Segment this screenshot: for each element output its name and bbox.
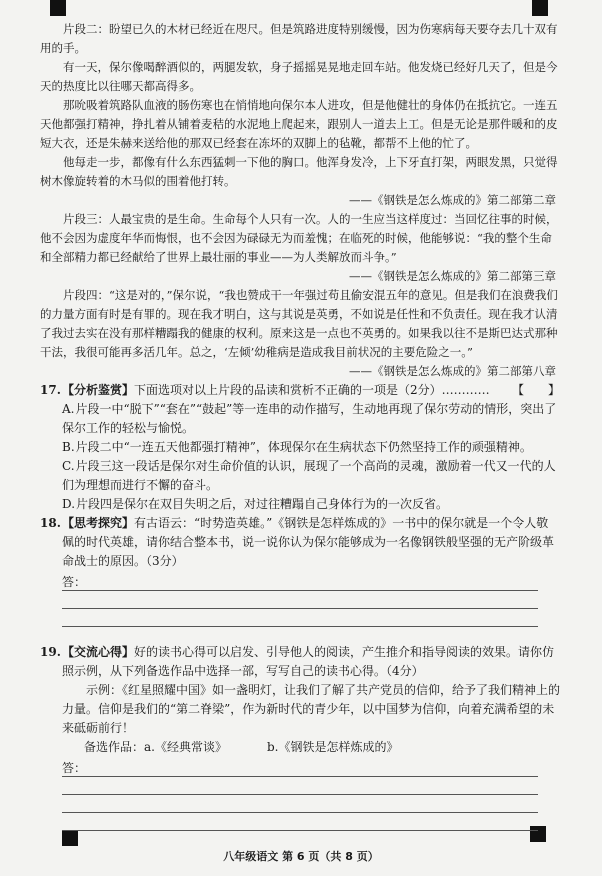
- answer-line-19-3[interactable]: [62, 795, 538, 813]
- excerpt-2-para-1: 片段二：盼望已久的木材已经近在咫尺。但是筑路进度特别缓慢，因为伤寒病每天要夺去几十双有用的手。: [40, 22, 558, 55]
- option-label: B.: [62, 440, 75, 454]
- question-18: [40, 514, 560, 571]
- answer-label: 答：: [62, 761, 87, 775]
- excerpt-2-para-2: 有一天，保尔像喝醉酒似的，两腿发软，身子摇摇晃晃地走回车站。他发烧已经好几天了，但是今天的热度比以往哪天都高得多。: [40, 60, 558, 93]
- registration-mark-top-left: [50, 0, 66, 16]
- option-text: 片段四是保尔在双目失明之后，对过往糟蹋自己身体行为的一次反省。: [76, 497, 449, 511]
- excerpt-3-source: ——《钢铁是怎么炼成的》第二部第三章: [349, 269, 556, 283]
- option-label: C.: [62, 459, 75, 473]
- answer-line-18-2[interactable]: [62, 591, 538, 609]
- answer-bracket[interactable]: 【 】: [511, 383, 560, 397]
- option-b[interactable]: [40, 438, 560, 457]
- excerpt-4-source: ——《钢铁是怎么炼成的》第二部第八章: [349, 364, 556, 378]
- registration-mark-bottom-left: [62, 830, 78, 846]
- question-text: 下面选项对以上片段的品读和赏析不正确的一项是（2分）…………: [134, 383, 490, 397]
- question-tag: 【分析鉴赏】: [62, 383, 135, 397]
- answer-line-19-2[interactable]: [62, 777, 538, 795]
- excerpt-3: 片段三：人最宝贵的是生命。生命每个人只有一次。人的一生应当这样度过：当回忆往事的时候，他不会因为虚度年华而悔恨，也不会因为碌碌无为而羞愧；在临死的时候，他能够说：“我的整个生命和全部精力都已经献给了世界上最壮丽的事业——为人类解放而斗争。”: [40, 212, 558, 264]
- question-17: [40, 381, 560, 400]
- option-label: A.: [62, 402, 75, 416]
- option-text: 片段一中“脱下”“套在”“鼓起”等一连串的动作描写，生动地再现了保尔劳动的情形，突出了保尔工作的轻松与愉悦。: [62, 402, 557, 435]
- question-number: 19.: [40, 645, 61, 659]
- option-d[interactable]: [40, 495, 560, 514]
- answer-line-19-4[interactable]: [62, 813, 538, 831]
- choice-a[interactable]: a.《经典常谈》: [144, 740, 227, 754]
- answer-label: 答：: [62, 575, 87, 589]
- question-19: [40, 643, 560, 681]
- example-text: 示例：《红星照耀中国》如一盏明灯，让我们了解了共产党员的信仰，给予了我们精神上的力量。信仰是我们的“第二脊梁”，作为新时代的青少年，以中国梦为信仰，向着充满希望的未来砥砺前行！: [62, 683, 561, 735]
- excerpt-2-para-3: 那吮吸着筑路队血液的肠伤寒也在悄悄地向保尔本人进攻，但是他健壮的身体仍在抵抗它。一连五天他都强打精神，挣扎着从铺着麦秸的水泥地上爬起来，跟别人一道去上工。但是无论是那件暖和的皮短大衣，还是朱赫来送给他的那双已经套在冻坏的双脚上的毡靴，都帮不上他的忙了。: [40, 98, 558, 150]
- excerpt-2-source: ——《钢铁是怎么炼成的》第二部第二章: [349, 193, 556, 207]
- question-number: 17.: [40, 383, 61, 397]
- choices-label: 备选作品：: [84, 740, 145, 754]
- answer-line-19-1[interactable]: [62, 757, 538, 777]
- page-footer: 八年级语文 第 6 页（共 8 页）: [223, 850, 379, 863]
- option-label: D.: [62, 497, 76, 511]
- answer-line-18-1[interactable]: [62, 571, 538, 591]
- excerpt-4: 片段四：“这是对的，”保尔说，“我也赞成干一年强过苟且偷安混五年的意见。但是我们在浪费我们的力量方面有时是有罪的。现在我才明白，这与其说是英勇，不如说是任性和不负责任。现在我才认清了我过去实在没有那样糟蹋我的健康的权利。原来这是一点也不英勇的。如果我以往不是斯巴达式那种干法，我很可能再多活几年。总之，‘左倾’幼稚病是造成我目前状况的主要危险之一。”: [40, 288, 558, 359]
- question-number: 18.: [40, 516, 61, 530]
- option-text: 片段三这一段话是保尔对生命价值的认识，展现了一个高尚的灵魂，激励着一代又一代的人们为理想而进行不懈的奋斗。: [62, 459, 556, 492]
- option-c[interactable]: [40, 457, 560, 495]
- option-text: 片段二中“一连五天他都强打精神”，体现保尔在生病状态下仍然坚持工作的顽强精神。: [75, 440, 532, 454]
- registration-mark-top-right: [532, 0, 548, 16]
- question-text: 有古语云：“时势造英雄。”《钢铁是怎样炼成的》一书中的保尔就是一个令人敬佩的时代英雄，请你结合整本书，说一说你认为保尔能够成为一名像钢铁般坚强的无产阶级革命战士的原因。（3分）: [62, 516, 555, 568]
- choice-b[interactable]: b.《钢铁是怎样炼成的》: [267, 740, 399, 754]
- option-a[interactable]: [40, 400, 560, 438]
- exam-page: [40, 20, 560, 831]
- answer-line-18-3[interactable]: [62, 609, 538, 627]
- question-tag: 【思考探究】: [62, 516, 135, 530]
- question-tag: 【交流心得】: [62, 645, 135, 659]
- question-text: 好的读书心得可以启发、引导他人的阅读，产生推介和指导阅读的效果。请你仿照示例，从下列备选作品中选择一部，写写自己的读书心得。（4分）: [62, 645, 555, 678]
- choice-list: [40, 738, 560, 757]
- excerpt-2-para-4: 他每走一步，都像有什么东西猛刺一下他的胸口。他浑身发冷，上下牙直打架，两眼发黑，只觉得树木像旋转着的木马似的围着他打转。: [40, 155, 558, 188]
